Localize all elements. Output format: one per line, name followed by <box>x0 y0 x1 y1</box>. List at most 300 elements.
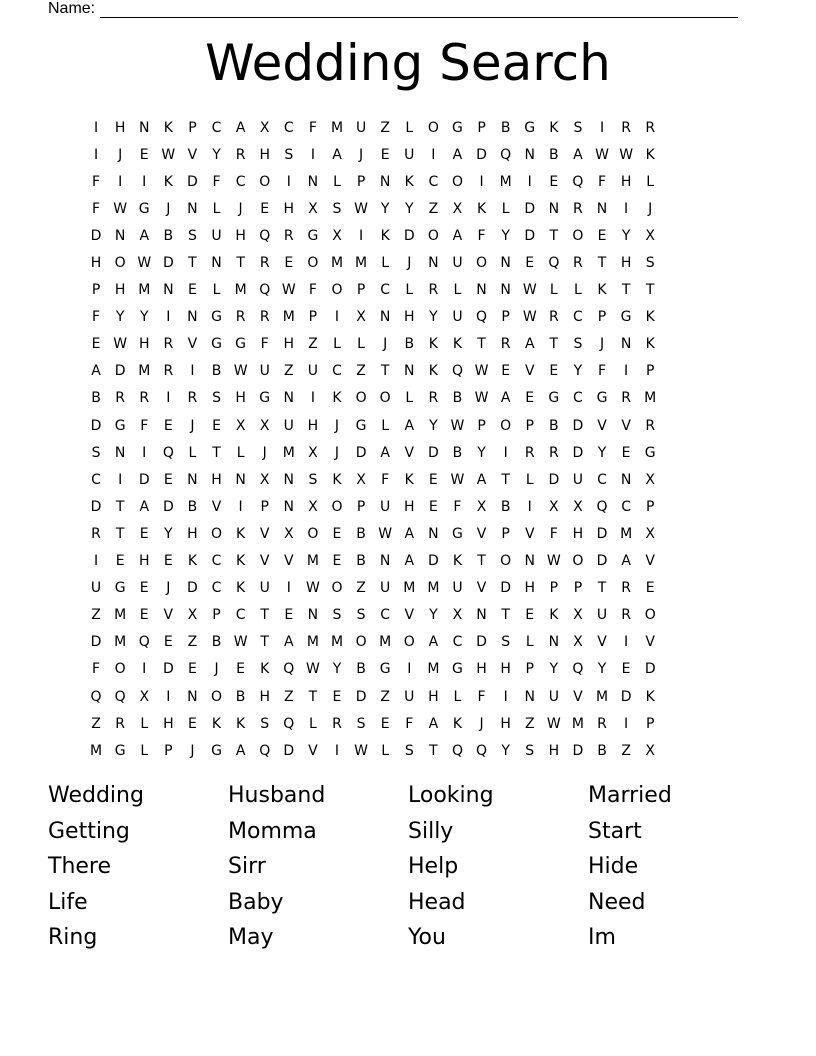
word-list-item: Help <box>408 854 459 880</box>
grid-letter: G <box>211 336 222 353</box>
grid-letter: S <box>187 227 197 244</box>
grid-letter: K <box>428 336 438 353</box>
grid-letter: C <box>211 119 222 136</box>
grid-letter: Q <box>90 688 102 705</box>
grid-letter: G <box>452 525 463 542</box>
grid-letter: Q <box>138 634 150 651</box>
grid-letter: Q <box>451 742 463 759</box>
grid-letter: Y <box>404 200 414 217</box>
grid-letter: I <box>624 363 629 380</box>
grid-letter: E <box>428 498 438 515</box>
grid-letter: L <box>333 336 341 353</box>
grid-letter: H <box>187 525 198 542</box>
grid-letter: G <box>114 417 126 434</box>
grid-letter: C <box>211 580 222 597</box>
grid-letter: K <box>452 715 463 732</box>
grid-letter: V <box>187 146 198 163</box>
grid-row <box>84 575 734 602</box>
grid-letter: U <box>572 471 584 488</box>
grid-letter: S <box>284 146 294 163</box>
grid-letter: W <box>305 580 320 597</box>
grid-letter: O <box>379 390 391 407</box>
grid-letter: B <box>163 227 174 244</box>
grid-letter: T <box>597 580 607 597</box>
grid-letter: I <box>407 661 412 678</box>
grid-letter: W <box>233 634 248 651</box>
name-label: Name: <box>48 0 96 17</box>
grid-letter: X <box>284 525 294 542</box>
grid-letter: A <box>621 553 631 570</box>
grid-letter: V <box>404 607 415 624</box>
grid-letter: F <box>92 309 101 326</box>
grid-letter: D <box>524 200 536 217</box>
grid-letter: D <box>500 580 512 597</box>
grid-letter: R <box>573 200 583 217</box>
grid-letter: H <box>235 227 246 244</box>
grid-letter: J <box>334 444 340 461</box>
grid-letter: B <box>549 417 559 434</box>
grid-letter: Z <box>428 200 439 217</box>
grid-letter: I <box>334 309 340 326</box>
grid-letter: L <box>236 444 245 461</box>
grid-letter: H <box>235 390 246 407</box>
grid-letter: V <box>597 417 607 434</box>
grid-letter: H <box>548 742 560 759</box>
grid-letter: L <box>381 417 390 434</box>
grid-letter: I <box>142 444 147 461</box>
grid-row <box>84 358 734 385</box>
grid-letter: P <box>645 715 655 732</box>
grid-letter: T <box>621 282 631 299</box>
grid-letter: W <box>233 363 248 380</box>
grid-letter: O <box>644 607 656 624</box>
grid-letter: U <box>452 255 463 272</box>
grid-letter: T <box>260 634 269 651</box>
grid-letter: U <box>380 580 391 597</box>
grid-letter: W <box>137 255 152 272</box>
grid-letter: P <box>525 417 534 434</box>
grid-letter: V <box>573 688 583 705</box>
grid-letter: A <box>452 146 463 163</box>
grid-letter: W <box>281 282 296 299</box>
grid-letter: W <box>546 715 561 732</box>
grid-letter: T <box>477 336 486 353</box>
grid-letter: Q <box>596 498 608 515</box>
grid-letter: H <box>572 525 584 542</box>
grid-letter: L <box>453 282 462 299</box>
grid-letter: L <box>357 336 365 353</box>
grid-letter: U <box>90 580 102 597</box>
grid-letter: H <box>259 146 270 163</box>
grid-letter: R <box>163 363 174 380</box>
grid-letter: H <box>524 580 535 597</box>
grid-letter: N <box>476 282 487 299</box>
grid-letter: D <box>620 688 632 705</box>
grid-letter: P <box>164 742 173 759</box>
grid-letter: F <box>308 119 317 136</box>
grid-letter: X <box>476 498 487 515</box>
grid-letter: G <box>548 390 560 407</box>
word-list-item: Start <box>588 818 642 844</box>
grid-letter: J <box>190 417 195 434</box>
grid-letter: E <box>139 607 149 624</box>
grid-letter: L <box>525 471 534 488</box>
grid-letter: I <box>310 146 315 163</box>
grid-letter: O <box>331 580 343 597</box>
grid-letter: Y <box>115 309 125 326</box>
grid-letter: O <box>427 119 439 136</box>
grid-letter: L <box>381 255 390 272</box>
grid-letter: B <box>452 444 463 461</box>
grid-letter: W <box>522 309 537 326</box>
grid-letter: P <box>356 498 366 515</box>
word-list-item: Baby <box>228 889 284 915</box>
word-list-item: Ring <box>48 925 98 951</box>
grid-letter: D <box>548 471 560 488</box>
grid-letter: X <box>259 119 270 136</box>
grid-letter: T <box>260 607 269 624</box>
grid-letter: W <box>113 200 128 217</box>
grid-letter: N <box>379 173 391 190</box>
grid-letter: K <box>549 607 559 624</box>
grid-letter: M <box>499 173 512 190</box>
grid-letter: E <box>284 607 294 624</box>
grid-letter: J <box>190 742 195 759</box>
grid-letter: Z <box>284 363 294 380</box>
grid-letter: N <box>114 227 126 244</box>
grid-row <box>84 222 734 249</box>
grid-letter: B <box>500 498 511 515</box>
grid-letter: W <box>522 282 537 299</box>
grid-letter: Z <box>284 688 294 705</box>
grid-letter: W <box>305 661 320 678</box>
grid-letter: E <box>525 390 535 407</box>
grid-letter: S <box>573 119 583 136</box>
grid-letter: K <box>476 200 487 217</box>
grid-letter: Q <box>283 661 295 678</box>
grid-letter: J <box>262 444 267 461</box>
grid-letter: F <box>549 525 558 542</box>
grid-letter: X <box>308 498 318 515</box>
grid-letter: I <box>527 498 532 515</box>
grid-letter: L <box>212 282 221 299</box>
grid-letter: D <box>524 227 536 244</box>
grid-letter: N <box>524 553 535 570</box>
word-list-item: Silly <box>408 818 454 844</box>
grid-letter: X <box>308 200 318 217</box>
grid-letter: T <box>429 742 438 759</box>
grid-letter: Y <box>429 607 438 624</box>
grid-letter: M <box>427 580 440 597</box>
grid-letter: O <box>500 417 512 434</box>
grid-letter: E <box>645 580 655 597</box>
grid-letter: D <box>114 363 126 380</box>
grid-letter: P <box>573 580 583 597</box>
grid-letter: Q <box>162 444 174 461</box>
grid-letter: T <box>380 363 390 380</box>
grid-letter: R <box>115 715 125 732</box>
grid-letter: Q <box>548 255 560 272</box>
grid-letter: O <box>427 227 439 244</box>
grid-letter: H <box>476 661 487 678</box>
grid-letter: Q <box>451 363 463 380</box>
grid-letter: D <box>138 471 150 488</box>
grid-letter: S <box>525 742 535 759</box>
grid-letter: B <box>549 146 559 163</box>
grid-letter: O <box>476 255 488 272</box>
grid-letter: R <box>621 607 631 624</box>
letter-grid <box>84 114 734 764</box>
grid-letter: A <box>380 444 390 461</box>
grid-letter: E <box>525 607 535 624</box>
grid-letter: N <box>211 255 222 272</box>
grid-letter: M <box>571 715 584 732</box>
grid-letter: O <box>331 498 343 515</box>
grid-letter: J <box>383 336 388 353</box>
grid-letter: U <box>596 607 608 624</box>
grid-letter: J <box>166 580 171 597</box>
name-write-line[interactable] <box>100 3 738 18</box>
grid-letter: E <box>163 553 173 570</box>
grid-letter: M <box>330 634 344 651</box>
grid-letter: Q <box>259 742 271 759</box>
grid-letter: P <box>549 580 559 597</box>
grid-letter: K <box>260 661 270 678</box>
grid-letter: K <box>187 553 198 570</box>
grid-letter: K <box>597 282 607 299</box>
grid-letter: K <box>380 227 390 244</box>
grid-letter: A <box>500 390 511 407</box>
grid-letter: Z <box>91 607 101 624</box>
grid-letter: Q <box>114 688 126 705</box>
grid-letter: I <box>310 390 315 407</box>
grid-letter: R <box>500 336 511 353</box>
grid-letter: D <box>187 173 198 190</box>
grid-letter: K <box>236 553 246 570</box>
grid-letter: Y <box>429 309 438 326</box>
grid-letter: H <box>114 119 126 136</box>
grid-letter: M <box>234 282 247 299</box>
grid-letter: M <box>282 444 295 461</box>
grid-letter: R <box>139 390 150 407</box>
grid-letter: X <box>235 417 246 434</box>
grid-letter: P <box>501 525 510 542</box>
grid-letter: D <box>476 634 487 651</box>
grid-letter: F <box>260 336 269 353</box>
grid-letter: B <box>356 525 366 542</box>
word-list-item: There <box>48 854 112 880</box>
grid-letter: M <box>595 688 609 705</box>
grid-letter: D <box>162 255 174 272</box>
grid-letter: S <box>501 634 511 651</box>
grid-letter: D <box>596 525 608 542</box>
grid-letter: Z <box>308 336 318 353</box>
grid-letter: N <box>524 146 535 163</box>
grid-letter: U <box>380 498 391 515</box>
grid-row <box>84 168 734 195</box>
grid-letter: R <box>548 444 559 461</box>
grid-letter: H <box>404 309 415 326</box>
grid-letter: T <box>549 227 559 244</box>
grid-letter: C <box>235 173 246 190</box>
grid-letter: D <box>162 661 174 678</box>
grid-letter: I <box>599 119 605 136</box>
grid-letter: Z <box>621 742 631 759</box>
grid-letter: N <box>548 634 560 651</box>
grid-letter: M <box>138 282 151 299</box>
grid-letter: S <box>573 336 583 353</box>
grid-letter: G <box>307 227 319 244</box>
grid-letter: I <box>624 715 629 732</box>
grid-letter: F <box>597 173 607 190</box>
grid-letter: I <box>166 309 171 326</box>
grid-letter: P <box>525 661 534 678</box>
grid-letter: Y <box>501 742 510 759</box>
grid-letter: R <box>235 309 246 326</box>
grid-letter: G <box>235 336 247 353</box>
grid-letter: X <box>259 471 270 488</box>
grid-letter: W <box>450 471 465 488</box>
grid-letter: O <box>451 173 463 190</box>
grid-letter: U <box>211 227 222 244</box>
grid-row <box>84 602 734 629</box>
grid-letter: G <box>259 390 271 407</box>
grid-letter: E <box>236 661 246 678</box>
grid-row <box>84 656 734 683</box>
grid-letter: K <box>645 146 655 163</box>
grid-letter: T <box>308 688 318 705</box>
grid-letter: K <box>404 471 414 488</box>
grid-letter: O <box>211 525 223 542</box>
grid-letter: L <box>453 688 462 705</box>
grid-letter: N <box>428 525 439 542</box>
grid-letter: N <box>620 471 632 488</box>
grid-letter: D <box>90 227 102 244</box>
grid-letter: N <box>235 471 246 488</box>
grid-letter: M <box>330 255 344 272</box>
grid-letter: N <box>187 688 198 705</box>
grid-letter: W <box>595 146 609 163</box>
grid-letter: D <box>90 634 102 651</box>
grid-letter: O <box>307 525 319 542</box>
grid-row <box>84 520 734 547</box>
grid-letter: U <box>404 146 415 163</box>
grid-letter: H <box>90 255 102 272</box>
grid-row <box>84 683 734 710</box>
grid-letter: C <box>380 607 391 624</box>
grid-letter: L <box>405 390 414 407</box>
grid-letter: L <box>308 715 317 732</box>
grid-letter: G <box>620 309 632 326</box>
grid-letter: L <box>212 200 221 217</box>
grid-letter: E <box>139 525 149 542</box>
grid-letter: N <box>138 119 150 136</box>
grid-letter: W <box>378 525 393 542</box>
grid-letter: D <box>572 742 584 759</box>
grid-letter: I <box>142 173 147 190</box>
grid-letter: S <box>332 200 342 217</box>
grid-letter: I <box>118 173 123 190</box>
grid-letter: X <box>452 200 463 217</box>
grid-letter: W <box>474 363 489 380</box>
grid-letter: K <box>452 553 463 570</box>
name-field-row <box>48 0 738 18</box>
grid-letter: R <box>645 119 656 136</box>
grid-letter: V <box>187 336 198 353</box>
grid-letter: Z <box>356 363 366 380</box>
grid-row <box>84 249 734 276</box>
grid-letter: M <box>306 634 319 651</box>
grid-letter: I <box>624 634 629 651</box>
grid-letter: T <box>501 607 510 624</box>
grid-letter: I <box>527 173 532 190</box>
grid-letter: W <box>546 553 561 570</box>
grid-letter: K <box>404 173 414 190</box>
grid-letter: N <box>524 688 535 705</box>
grid-letter: E <box>332 688 342 705</box>
grid-letter: K <box>163 173 173 190</box>
grid-letter: P <box>356 173 366 190</box>
grid-letter: F <box>597 363 607 380</box>
grid-letter: E <box>187 661 197 678</box>
grid-letter: A <box>91 363 101 380</box>
grid-letter: A <box>284 634 294 651</box>
grid-letter: H <box>307 417 319 434</box>
grid-row <box>84 304 734 331</box>
grid-letter: X <box>549 498 559 515</box>
grid-letter: Q <box>500 146 512 163</box>
grid-letter: R <box>187 390 198 407</box>
grid-letter: D <box>90 417 102 434</box>
grid-letter: E <box>549 173 559 190</box>
word-list <box>48 779 768 957</box>
grid-letter: V <box>308 742 318 759</box>
grid-letter: L <box>501 200 510 217</box>
grid-letter: P <box>501 309 510 326</box>
grid-letter: D <box>427 444 439 461</box>
grid-letter: V <box>476 525 487 542</box>
grid-letter: A <box>139 498 150 515</box>
grid-letter: V <box>211 498 222 515</box>
grid-row <box>84 629 734 656</box>
grid-letter: Y <box>573 363 583 380</box>
grid-letter: P <box>188 119 197 136</box>
grid-letter: N <box>404 363 415 380</box>
grid-letter: X <box>645 525 655 542</box>
grid-letter: M <box>114 607 127 624</box>
grid-row <box>84 412 734 439</box>
grid-letter: M <box>114 634 127 651</box>
grid-letter: V <box>524 525 535 542</box>
grid-letter: E <box>284 255 294 272</box>
grid-letter: F <box>453 498 462 515</box>
grid-letter: I <box>142 661 147 678</box>
grid-letter: O <box>211 688 223 705</box>
grid-letter: B <box>91 390 101 407</box>
grid-letter: X <box>259 417 270 434</box>
grid-letter: N <box>379 553 391 570</box>
grid-letter: A <box>428 634 439 651</box>
grid-letter: D <box>90 498 102 515</box>
grid-letter: B <box>187 498 198 515</box>
grid-letter: R <box>115 390 125 407</box>
grid-letter: Z <box>380 688 390 705</box>
grid-letter: J <box>166 200 171 217</box>
grid-letter: C <box>211 553 222 570</box>
grid-letter: Y <box>549 661 559 678</box>
grid-letter: M <box>403 580 416 597</box>
grid-letter: E <box>380 146 390 163</box>
